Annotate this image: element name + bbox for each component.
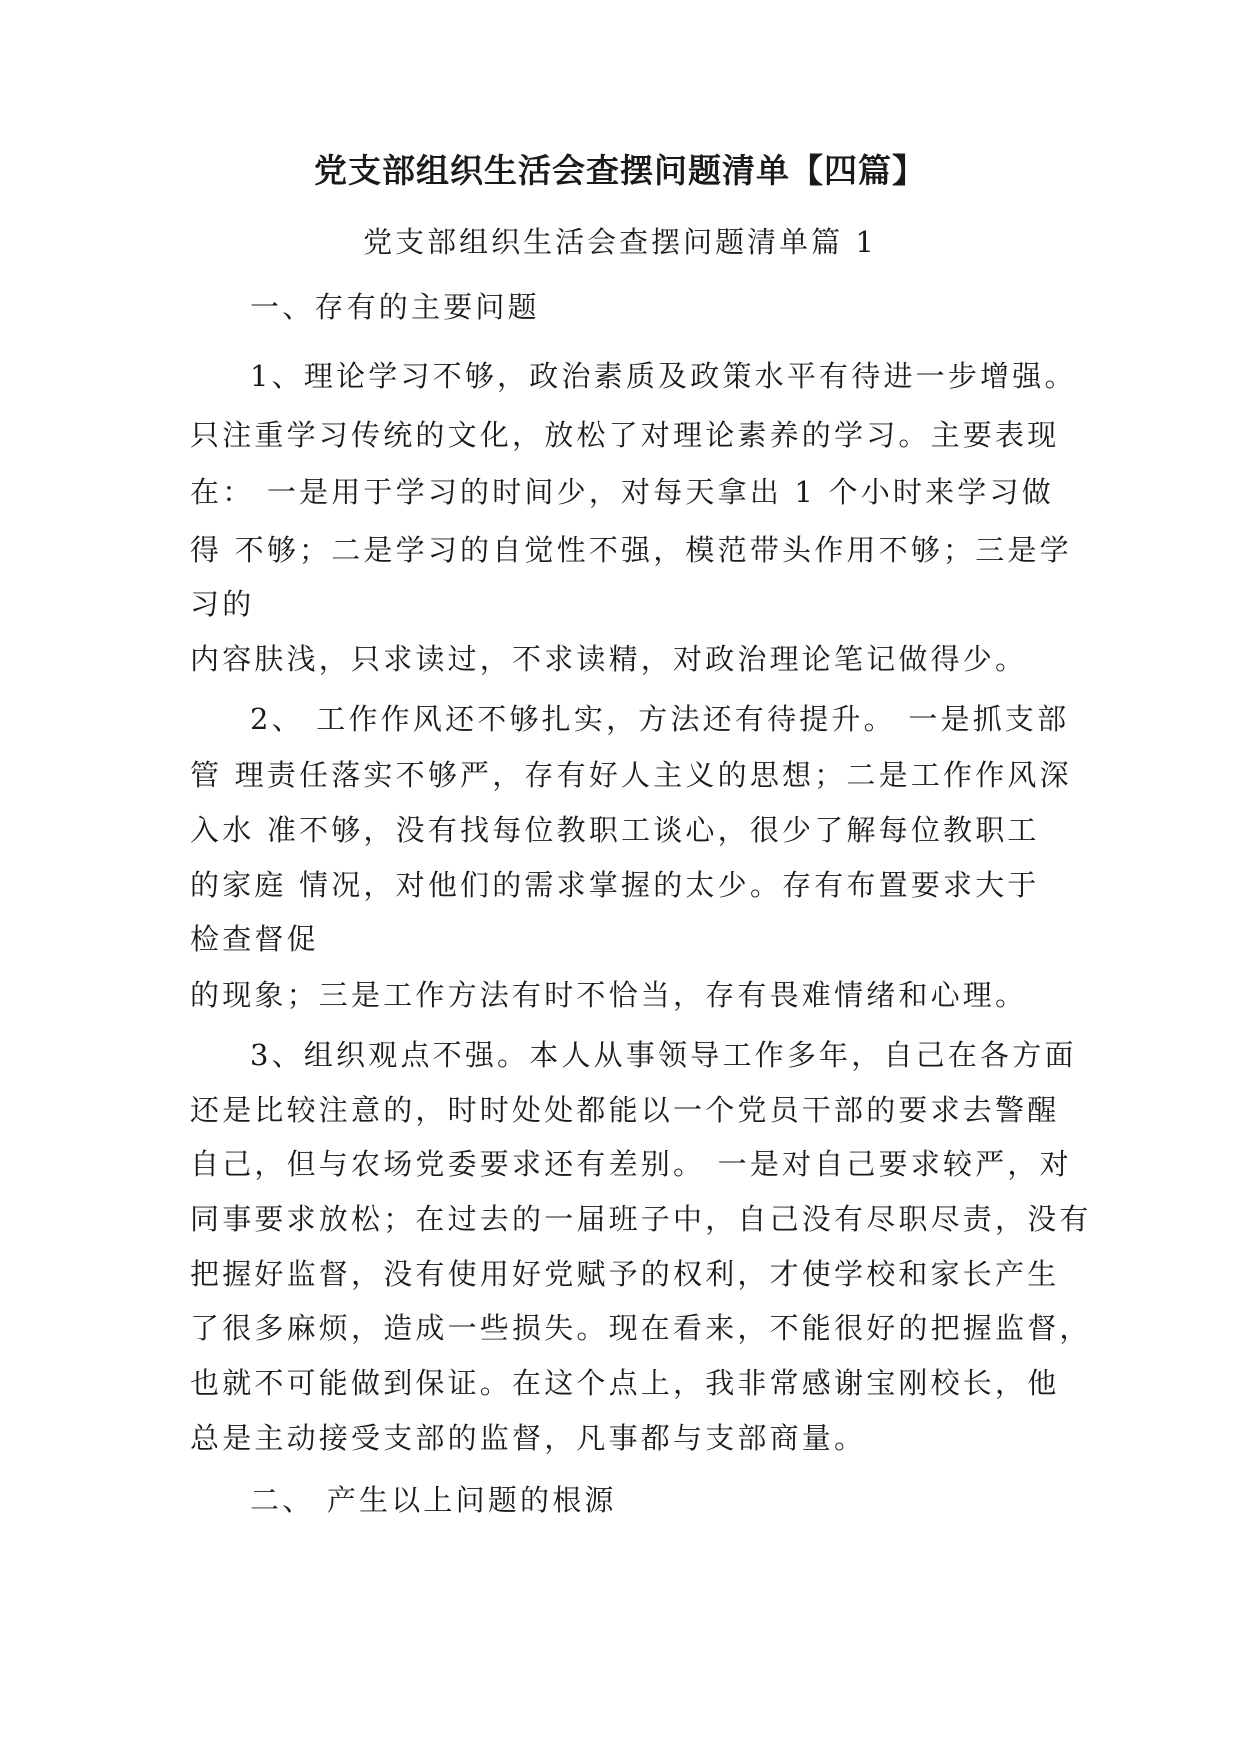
paragraph-3-line-8: 总是主动接受支部的监督，凡事都与支部商量。 bbox=[190, 1421, 867, 1455]
paragraph-1-line-3: 在： 一是用于学习的时间少，对每天拿出 1 个小时来学习做 bbox=[190, 475, 1054, 509]
paragraph-1-line-4: 得 不够；二是学习的自觉性不强，模范带头作用不够；三是学 bbox=[190, 533, 1072, 567]
paragraph-1-line-1: 1、理论学习不够，政治素质及政策水平有待进一步增强。 bbox=[250, 359, 1077, 393]
paragraph-2-line-5: 检查督促 bbox=[190, 922, 319, 956]
paragraph-3-line-7: 也就不可能做到保证。在这个点上，我非常感谢宝刚校长，他 bbox=[190, 1366, 1060, 1400]
paragraph-3-line-4: 同事要求放松；在过去的一届班子中，自己没有尽职尽责，没有 bbox=[190, 1202, 1092, 1236]
paragraph-3-line-3: 自己，但与农场党委要求还有差别。 一是对自己要求较严，对 bbox=[190, 1147, 1072, 1181]
document-title: 党支部组织生活会查摆问题清单【四篇】 bbox=[314, 151, 926, 190]
paragraph-1-line-2: 只注重学习传统的文化，放松了对理论素养的学习。主要表现 bbox=[190, 418, 1060, 452]
paragraph-2-line-4: 的家庭 情况，对他们的需求掌握的太少。存有布置要求大于 bbox=[190, 868, 1040, 902]
section-heading-2: 二、 产生以上问题的根源 bbox=[250, 1483, 617, 1517]
paragraph-1-line-5: 习的 bbox=[190, 587, 255, 621]
paragraph-2-line-6: 的现象；三是工作方法有时不恰当，存有畏难情绪和心理。 bbox=[190, 978, 1028, 1012]
paragraph-2-line-3: 入水 准不够，没有找每位教职工谈心，很少了解每位教职工 bbox=[190, 813, 1040, 847]
paragraph-2-line-1: 2、 工作作风还不够扎实，方法还有待提升。 一是抓支部 bbox=[250, 702, 1070, 736]
paragraph-2-line-2: 管 理责任落实不够严，存有好人主义的思想；二是工作作风深 bbox=[190, 758, 1072, 792]
paragraph-3-line-6: 了很多麻烦，造成一些损失。现在看来，不能很好的把握监督， bbox=[190, 1311, 1092, 1345]
section-heading-1: 一、存有的主要问题 bbox=[250, 290, 540, 324]
paragraph-3-line-2: 还是比较注意的，时时处处都能以一个党员干部的要求去警醒 bbox=[190, 1093, 1060, 1127]
paragraph-1-line-6: 内容肤浅，只求读过，不求读精，对政治理论笔记做得少。 bbox=[190, 642, 1028, 676]
document-subtitle: 党支部组织生活会查摆问题清单篇 1 bbox=[363, 225, 877, 259]
paragraph-3-line-5: 把握好监督，没有使用好党赋予的权利，才使学校和家长产生 bbox=[190, 1257, 1060, 1291]
paragraph-3-line-1: 3、组织观点不强。本人从事领导工作多年，自己在各方面 bbox=[250, 1038, 1077, 1072]
